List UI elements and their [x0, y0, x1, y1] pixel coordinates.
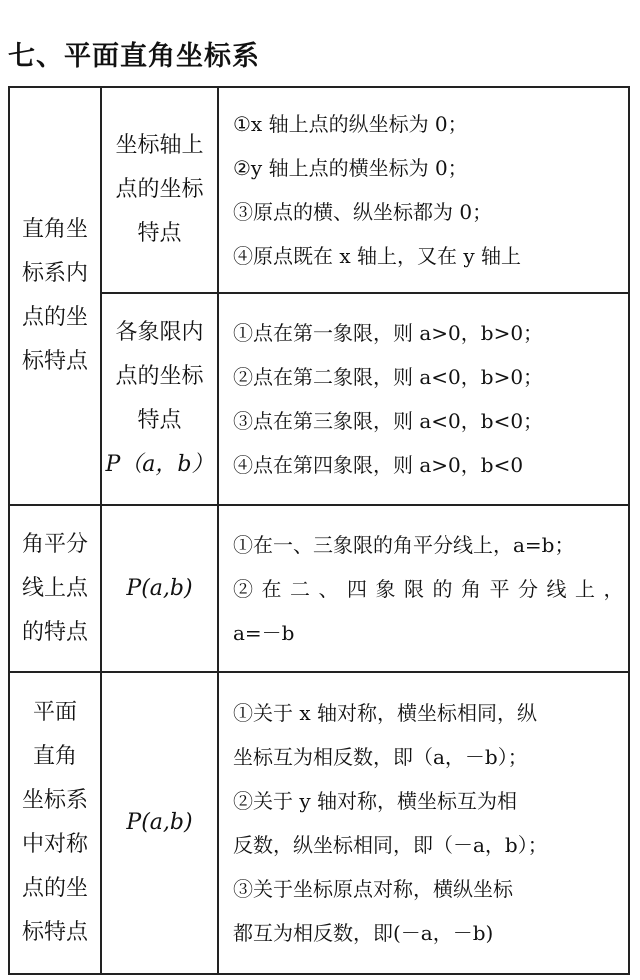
subcategory-cell-axis-points	[101, 87, 218, 293]
point-label: P(a,b)	[126, 575, 193, 601]
subcategory-cell-symmetric-points	[101, 672, 218, 974]
category-line: 标特点	[21, 349, 88, 374]
table-row-symmetric-points	[9, 672, 629, 974]
content-line: ②y 轴上点的横坐标为 0；	[233, 156, 468, 180]
subcategory-line: 坐标轴上	[115, 133, 204, 158]
subcategory-line: 特点	[137, 221, 182, 246]
subcategory-line: 点的坐标	[115, 177, 204, 202]
table-row-axis-points	[9, 87, 629, 293]
subcategory-line: 各象限内	[115, 320, 204, 345]
subcategory-line: 特点	[137, 408, 182, 433]
subcategory-cell-quadrant-points	[101, 293, 218, 505]
category-line: 角平分	[21, 531, 88, 557]
category-line: 线上点	[21, 575, 88, 601]
category-line: 点的坐	[21, 305, 88, 330]
content-cell-bisector-points	[218, 505, 629, 672]
subcategory-cell-bisector-points	[101, 505, 218, 672]
coordinate-system-table	[8, 86, 630, 975]
category-line: 中对称	[21, 832, 88, 857]
category-line: 直角坐	[21, 217, 88, 242]
category-cell-symmetric-points	[9, 672, 101, 974]
content-line: ①点在第一象限，则 a>0，b>0；	[233, 321, 544, 345]
content-line: ①x 轴上点的纵坐标为 0；	[233, 112, 468, 136]
content-line: 都互为相反数，即(－a，－b)	[233, 921, 494, 945]
content-line: ①关于 x 轴对称，横坐标相同，纵	[233, 701, 537, 725]
point-label: P(a,b)	[126, 810, 193, 835]
section-title: 七、平面直角坐标系	[8, 41, 260, 72]
category-line: 直角	[32, 744, 77, 769]
content-line: ①在一、三象限的角平分线上，a=b；	[233, 532, 575, 557]
category-line: 的特点	[21, 619, 88, 645]
content-line: ③点在第三象限，则 a<0，b<0；	[233, 409, 544, 433]
content-line: 反数，纵坐标相同，即（－a，b）；	[233, 833, 548, 857]
table-row-quadrant-points	[9, 293, 629, 505]
content-cell-axis-points	[218, 87, 629, 293]
category-line: 标特点	[21, 920, 88, 945]
table-row-bisector-points	[9, 505, 629, 672]
content-cell-symmetric-points	[218, 672, 629, 974]
content-line: ④原点既在 x 轴上，又在 y 轴上	[233, 244, 522, 268]
content-line: ②关于 y 轴对称，横坐标互为相	[233, 789, 518, 813]
category-line: 点的坐	[21, 876, 88, 901]
point-label: P（a，b）	[105, 452, 214, 477]
subcategory-line: 点的坐标	[115, 364, 204, 389]
content-line: ②在二、四象限的角平分线上，	[233, 576, 624, 601]
content-cell-quadrant-points	[218, 293, 629, 505]
content-line: a=－b	[233, 620, 295, 645]
content-line: ③关于坐标原点对称，横纵坐标	[233, 877, 513, 901]
category-line: 平面	[32, 700, 77, 725]
category-line: 标系内	[21, 261, 88, 286]
category-cell-bisector-points	[9, 505, 101, 672]
content-line: ③原点的横、纵坐标都为 0；	[233, 200, 493, 224]
content-line: ④点在第四象限，则 a>0，b<0	[233, 453, 524, 477]
content-line: 坐标互为相反数，即（a，－b）；	[233, 745, 528, 769]
category-cell-coordinates-in-system	[9, 87, 101, 505]
category-line: 坐标系	[21, 788, 88, 813]
content-line: ②点在第二象限，则 a<0，b>0；	[233, 365, 544, 389]
